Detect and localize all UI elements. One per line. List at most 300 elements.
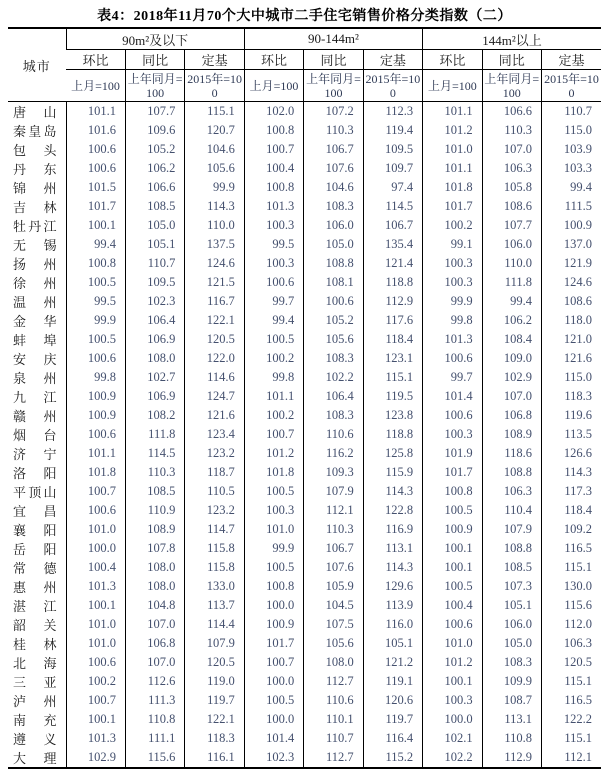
index-value: 107.0: [125, 653, 184, 672]
base-header-prev-year: 上年同月=100: [125, 70, 184, 102]
index-value: 120.5: [185, 653, 244, 672]
table-row: [8, 501, 601, 520]
index-value: 99.9: [185, 178, 244, 197]
table-row: [8, 254, 601, 273]
price-index-table: [8, 27, 601, 769]
index-value: 101.0: [66, 615, 125, 634]
index-value: 107.7: [482, 216, 541, 235]
index-value: 100.6: [66, 653, 125, 672]
city-name: 锦州: [13, 181, 57, 196]
index-value: 101.7: [423, 197, 482, 216]
subcol-header-mom: 环比: [244, 50, 303, 70]
index-value: 102.1: [423, 729, 482, 748]
table-row: [8, 311, 601, 330]
index-value: 105.0: [482, 634, 541, 653]
index-value: 102.3: [244, 748, 303, 768]
index-value: 108.7: [482, 691, 541, 710]
index-value: 102.0: [244, 102, 303, 122]
index-value: 105.6: [304, 634, 363, 653]
index-value: 123.2: [185, 501, 244, 520]
index-value: 106.0: [482, 235, 541, 254]
index-value: 101.0: [423, 140, 482, 159]
index-value: 108.4: [482, 330, 541, 349]
table-row: [8, 406, 601, 425]
index-value: 105.1: [482, 596, 541, 615]
index-value: 99.4: [244, 311, 303, 330]
index-value: 100.7: [244, 653, 303, 672]
index-value: 108.6: [482, 197, 541, 216]
index-value: 115.8: [185, 558, 244, 577]
index-value: 105.1: [363, 634, 422, 653]
table-row: [8, 235, 601, 254]
index-value: 100.6: [423, 615, 482, 634]
index-value: 101.7: [244, 634, 303, 653]
index-value: 121.9: [542, 254, 602, 273]
city-name: 赣州: [13, 409, 57, 424]
index-value: 106.9: [125, 330, 184, 349]
table-body: [8, 102, 601, 769]
index-value: 100.0: [66, 539, 125, 558]
index-value: 111.3: [125, 691, 184, 710]
city-column-header: 城市: [8, 28, 66, 102]
index-value: 107.6: [304, 159, 363, 178]
index-value: 120.6: [363, 691, 422, 710]
table-row: [8, 368, 601, 387]
index-value: 101.8: [423, 178, 482, 197]
index-value: 121.6: [542, 349, 602, 368]
index-value: 110.9: [125, 501, 184, 520]
index-value: 99.7: [244, 292, 303, 311]
index-value: 109.9: [482, 672, 541, 691]
table-row: [8, 330, 601, 349]
index-value: 99.8: [423, 311, 482, 330]
group-header-90-144: 90-144m²: [244, 28, 422, 50]
index-value: 107.0: [482, 140, 541, 159]
index-value: 101.0: [66, 634, 125, 653]
index-value: 104.8: [125, 596, 184, 615]
index-value: 135.4: [363, 235, 422, 254]
city-name: 桂林: [13, 637, 57, 652]
city-name: 惠州: [13, 580, 57, 595]
city-name: 湛江: [13, 599, 57, 614]
index-value: 107.7: [125, 102, 184, 122]
index-value: 118.4: [542, 501, 602, 520]
base-header-2015: 2015年=100: [185, 70, 244, 102]
index-value: 108.5: [482, 558, 541, 577]
index-value: 100.9: [66, 406, 125, 425]
index-value: 108.3: [304, 349, 363, 368]
index-value: 112.9: [482, 748, 541, 768]
index-value: 108.3: [304, 406, 363, 425]
index-value: 106.0: [304, 216, 363, 235]
index-value: 101.8: [66, 463, 125, 482]
index-value: 113.5: [542, 425, 602, 444]
index-value: 99.5: [244, 235, 303, 254]
city-name: 安庆: [13, 352, 57, 367]
index-value: 123.2: [185, 444, 244, 463]
index-value: 100.5: [66, 330, 125, 349]
index-value: 97.4: [363, 178, 422, 197]
index-value: 110.1: [304, 710, 363, 729]
table-row: [8, 729, 601, 748]
index-value: 114.4: [185, 615, 244, 634]
index-value: 108.8: [304, 254, 363, 273]
index-value: 113.1: [363, 539, 422, 558]
index-value: 100.4: [244, 159, 303, 178]
index-value: 137.5: [185, 235, 244, 254]
index-value: 115.6: [125, 748, 184, 768]
index-value: 109.5: [363, 140, 422, 159]
index-value: 111.5: [542, 197, 602, 216]
index-value: 106.7: [304, 539, 363, 558]
city-name: 襄阳: [13, 523, 57, 538]
index-value: 114.7: [185, 520, 244, 539]
index-value: 105.9: [304, 577, 363, 596]
index-value: 100.6: [244, 273, 303, 292]
index-value: 106.3: [542, 634, 602, 653]
index-value: 100.2: [423, 216, 482, 235]
index-value: 117.3: [542, 482, 602, 501]
table-row: [8, 273, 601, 292]
index-value: 110.7: [125, 254, 184, 273]
index-value: 101.4: [423, 387, 482, 406]
index-value: 107.5: [304, 615, 363, 634]
index-value: 100.5: [244, 558, 303, 577]
index-value: 105.8: [482, 178, 541, 197]
index-value: 105.6: [304, 330, 363, 349]
index-value: 121.6: [185, 406, 244, 425]
index-value: 110.8: [482, 729, 541, 748]
index-value: 101.1: [423, 159, 482, 178]
index-value: 100.0: [244, 710, 303, 729]
city-name: 秦皇岛: [13, 124, 57, 139]
index-value: 117.6: [363, 311, 422, 330]
index-value: 108.6: [542, 292, 602, 311]
index-value: 107.0: [482, 387, 541, 406]
index-value: 120.5: [542, 653, 602, 672]
index-value: 100.5: [423, 577, 482, 596]
index-value: 100.1: [66, 710, 125, 729]
index-value: 108.3: [482, 653, 541, 672]
index-value: 106.6: [125, 178, 184, 197]
index-value: 101.3: [244, 197, 303, 216]
index-value: 105.0: [125, 216, 184, 235]
index-value: 100.0: [244, 672, 303, 691]
index-value: 108.9: [125, 520, 184, 539]
base-header-prev-year: 上年同月=100: [482, 70, 541, 102]
table-header: [8, 28, 601, 102]
index-value: 100.6: [66, 159, 125, 178]
index-value: 109.6: [125, 121, 184, 140]
index-value: 103.9: [542, 140, 602, 159]
city-name: 烟台: [13, 428, 57, 443]
index-value: 105.1: [125, 235, 184, 254]
index-value: 116.2: [304, 444, 363, 463]
base-header-prev-month: 上月=100: [423, 70, 482, 102]
index-value: 100.0: [244, 596, 303, 615]
index-value: 106.4: [304, 387, 363, 406]
index-value: 119.6: [542, 406, 602, 425]
index-value: 100.7: [244, 425, 303, 444]
index-value: 109.3: [304, 463, 363, 482]
index-value: 100.2: [66, 672, 125, 691]
index-value: 108.0: [125, 349, 184, 368]
index-value: 100.8: [244, 577, 303, 596]
base-header-2015: 2015年=100: [542, 70, 602, 102]
base-header-prev-year: 上年同月=100: [304, 70, 363, 102]
index-value: 116.5: [542, 691, 602, 710]
index-value: 109.2: [542, 520, 602, 539]
table-row: [8, 159, 601, 178]
table-row: [8, 216, 601, 235]
index-value: 119.7: [363, 710, 422, 729]
index-value: 100.6: [423, 406, 482, 425]
index-value: 115.1: [542, 729, 602, 748]
index-value: 107.9: [304, 482, 363, 501]
base-header-prev-month: 上月=100: [244, 70, 303, 102]
index-value: 99.4: [482, 292, 541, 311]
index-value: 102.3: [125, 292, 184, 311]
index-value: 100.5: [66, 273, 125, 292]
index-value: 122.8: [363, 501, 422, 520]
index-value: 121.2: [363, 653, 422, 672]
index-value: 101.2: [423, 121, 482, 140]
index-value: 118.8: [363, 273, 422, 292]
index-value: 100.5: [244, 482, 303, 501]
index-value: 112.9: [363, 292, 422, 311]
subcol-header-fixed-base: 定基: [542, 50, 602, 70]
index-value: 116.0: [363, 615, 422, 634]
index-value: 100.5: [244, 691, 303, 710]
index-value: 115.1: [363, 368, 422, 387]
index-value: 115.1: [542, 672, 602, 691]
index-value: 107.9: [482, 520, 541, 539]
index-value: 106.2: [125, 159, 184, 178]
index-value: 100.3: [244, 216, 303, 235]
city-name: 遵义: [13, 732, 57, 747]
index-value: 100.2: [244, 349, 303, 368]
index-value: 115.0: [542, 121, 602, 140]
city-name: 金华: [13, 314, 57, 329]
base-header-2015: 2015年=100: [363, 70, 422, 102]
header-row-groups: [8, 28, 601, 50]
index-value: 100.7: [244, 140, 303, 159]
index-value: 110.3: [304, 121, 363, 140]
index-value: 102.2: [304, 368, 363, 387]
index-value: 107.3: [482, 577, 541, 596]
index-value: 112.7: [304, 672, 363, 691]
table-row: [8, 140, 601, 159]
city-name: 泉州: [13, 371, 57, 386]
index-value: 106.0: [482, 615, 541, 634]
index-value: 100.3: [244, 501, 303, 520]
index-value: 112.1: [542, 748, 602, 768]
city-name: 唐山: [13, 105, 57, 120]
index-value: 113.9: [363, 596, 422, 615]
index-value: 115.9: [363, 463, 422, 482]
index-value: 101.1: [66, 102, 125, 122]
index-value: 137.0: [542, 235, 602, 254]
index-value: 107.2: [304, 102, 363, 122]
index-value: 106.7: [304, 140, 363, 159]
index-value: 103.3: [542, 159, 602, 178]
index-value: 122.1: [185, 710, 244, 729]
city-name: 平顶山: [13, 485, 57, 500]
index-value: 123.8: [363, 406, 422, 425]
header-row-subcolumns: [8, 50, 601, 70]
index-value: 102.2: [423, 748, 482, 768]
subcol-header-yoy: 同比: [125, 50, 184, 70]
index-value: 100.2: [244, 406, 303, 425]
index-value: 108.0: [125, 577, 184, 596]
index-value: 110.7: [304, 729, 363, 748]
table-row: [8, 197, 601, 216]
table-row: [8, 672, 601, 691]
index-value: 108.9: [482, 425, 541, 444]
table-row: [8, 482, 601, 501]
index-value: 99.4: [542, 178, 602, 197]
index-value: 105.2: [304, 311, 363, 330]
index-value: 119.0: [185, 672, 244, 691]
index-value: 108.2: [125, 406, 184, 425]
index-value: 115.0: [542, 368, 602, 387]
index-value: 99.9: [66, 311, 125, 330]
table-row: [8, 444, 601, 463]
index-value: 101.3: [66, 729, 125, 748]
index-value: 105.2: [125, 140, 184, 159]
index-value: 100.5: [423, 501, 482, 520]
index-value: 101.8: [244, 463, 303, 482]
index-value: 101.2: [423, 653, 482, 672]
index-value: 124.6: [542, 273, 602, 292]
index-value: 124.6: [185, 254, 244, 273]
index-value: 115.1: [542, 558, 602, 577]
index-value: 101.0: [244, 520, 303, 539]
index-value: 122.0: [185, 349, 244, 368]
index-value: 112.3: [363, 102, 422, 122]
index-value: 108.5: [125, 482, 184, 501]
index-value: 120.5: [185, 330, 244, 349]
index-value: 113.7: [185, 596, 244, 615]
index-value: 122.1: [185, 311, 244, 330]
index-value: 109.7: [363, 159, 422, 178]
index-value: 110.8: [125, 710, 184, 729]
index-value: 101.2: [244, 444, 303, 463]
index-value: 109.0: [482, 349, 541, 368]
subcol-header-mom: 环比: [423, 50, 482, 70]
index-value: 126.6: [542, 444, 602, 463]
index-value: 100.1: [66, 216, 125, 235]
table-row: [8, 710, 601, 729]
index-value: 122.2: [542, 710, 602, 729]
index-value: 106.6: [482, 102, 541, 122]
index-value: 115.8: [185, 539, 244, 558]
index-value: 111.8: [482, 273, 541, 292]
index-value: 101.4: [244, 729, 303, 748]
index-value: 105.6: [185, 159, 244, 178]
index-value: 114.6: [185, 368, 244, 387]
city-name: 包头: [13, 143, 57, 158]
page-title: 表4：2018年11月70个大中城市二手住宅销售价格分类指数（二）: [97, 9, 512, 24]
index-value: 116.1: [185, 748, 244, 768]
table-row: [8, 520, 601, 539]
index-value: 119.4: [363, 121, 422, 140]
index-value: 101.7: [423, 463, 482, 482]
index-value: 100.6: [66, 140, 125, 159]
index-value: 100.9: [542, 216, 602, 235]
index-value: 104.6: [304, 178, 363, 197]
index-value: 106.8: [125, 634, 184, 653]
city-name: 无锡: [13, 238, 57, 253]
index-value: 100.3: [423, 273, 482, 292]
city-name: 南充: [13, 713, 57, 728]
index-value: 99.9: [244, 539, 303, 558]
index-value: 118.4: [363, 330, 422, 349]
index-value: 129.6: [363, 577, 422, 596]
index-value: 112.1: [304, 501, 363, 520]
index-value: 102.7: [125, 368, 184, 387]
index-value: 101.1: [423, 102, 482, 122]
index-value: 110.0: [185, 216, 244, 235]
index-value: 101.3: [66, 577, 125, 596]
index-value: 100.8: [66, 254, 125, 273]
index-value: 106.2: [482, 311, 541, 330]
index-value: 102.9: [482, 368, 541, 387]
statistics-document: [0, 5, 609, 769]
table-row: [8, 349, 601, 368]
index-value: 110.4: [482, 501, 541, 520]
index-value: 105.0: [304, 235, 363, 254]
index-value: 112.6: [125, 672, 184, 691]
table-row: [8, 748, 601, 768]
table-row: [8, 102, 601, 122]
index-value: 110.5: [185, 482, 244, 501]
index-value: 100.1: [423, 672, 482, 691]
table-row: [8, 558, 601, 577]
index-value: 100.1: [66, 596, 125, 615]
index-value: 101.0: [66, 520, 125, 539]
index-value: 108.8: [482, 463, 541, 482]
city-name: 蚌埠: [13, 333, 57, 348]
index-value: 118.0: [542, 311, 602, 330]
index-value: 108.0: [304, 653, 363, 672]
city-name: 北海: [13, 656, 57, 671]
index-value: 108.8: [482, 539, 541, 558]
city-name: 吉林: [13, 200, 57, 215]
index-value: 99.7: [423, 368, 482, 387]
index-value: 108.5: [125, 197, 184, 216]
index-value: 124.7: [185, 387, 244, 406]
table-row: [8, 425, 601, 444]
index-value: 111.8: [125, 425, 184, 444]
index-value: 113.1: [482, 710, 541, 729]
table-row: [8, 653, 601, 672]
city-name: 牡丹江: [13, 219, 57, 234]
index-value: 110.3: [125, 463, 184, 482]
index-value: 116.7: [185, 292, 244, 311]
index-value: 100.3: [423, 254, 482, 273]
index-value: 114.3: [542, 463, 602, 482]
city-name: 扬州: [13, 257, 57, 272]
city-name: 三亚: [13, 675, 57, 690]
index-value: 106.4: [125, 311, 184, 330]
index-value: 114.3: [185, 197, 244, 216]
city-name: 济宁: [13, 447, 57, 462]
index-value: 119.5: [363, 387, 422, 406]
index-value: 118.8: [363, 425, 422, 444]
index-value: 100.7: [66, 691, 125, 710]
index-value: 106.3: [482, 482, 541, 501]
